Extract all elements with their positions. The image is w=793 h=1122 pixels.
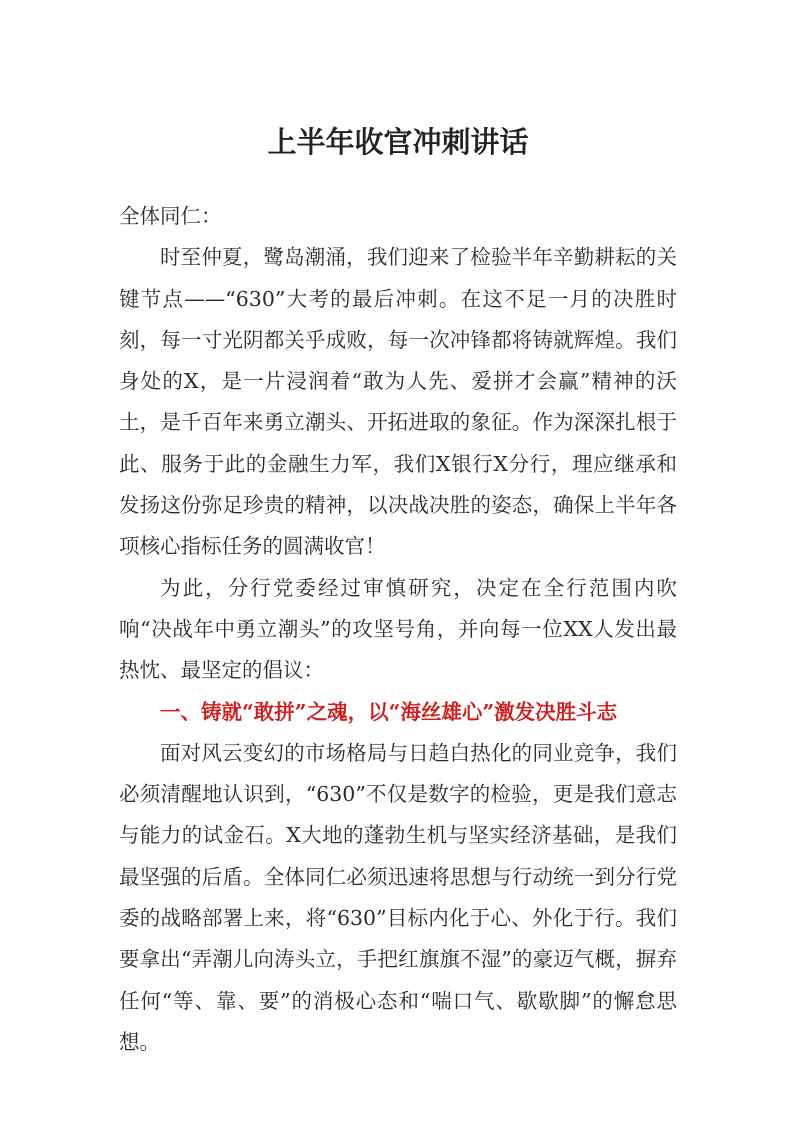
section-heading-1: 一、铸就“敢拼”之魂，以“海丝雄心”激发决胜斗志: [160, 699, 618, 724]
paragraph-section-1: 面对风云变幻的市场格局与日趋白热化的同业竞争，我们必须清醒地认识到，“630”不仅是数字的检验，更是我们意志与能力的试金石。X大地的蓬勃生机与坚实经济基础，是我们最坚强的后盾。全体同仁必须迅速将思想与行动统一到分行党委的战略部署上来，将“630”目标内化于心、外化于行。我们要拿出“弄潮儿向涛头立，手把红旗旗不湿”的豪迈气概，摒弃任何“等、靠、要”的消极心态和“喘口气、歇歇脚”的懈怠思想。: [119, 740, 677, 1054]
paragraph-intro: 时至仲夏，鹭岛潮涌，我们迎来了检验半年辛勤耕耘的关键节点——“630”大考的最后冲刺。在这不足一月的决胜时刻，每一寸光阴都关乎成败，每一次冲锋都将铸就辉煌。我们身处的X，是一片浸润着“敢为人先、爱拼才会赢”精神的沃土，是千百年来勇立潮头、开拓进取的象征。作为深深扎根于此、服务于此的金融生力军，我们X银行X分行，理应继承和发扬这份弥足珍贵的精神，以决战决胜的姿态，确保上半年各项核心指标任务的圆满收官！: [119, 245, 677, 559]
salutation: 全体同仁：: [119, 204, 222, 228]
document-body: [119, 196, 677, 1063]
document-title: 上半年收官冲刺讲话: [267, 125, 529, 159]
paragraph-initiative: 为此，分行党委经过审慎研究，决定在全行范围内吹响“决战年中勇立潮头”的攻坚号角，并向每一位XX人发出最热忱、最坚定的倡议：: [119, 575, 677, 683]
